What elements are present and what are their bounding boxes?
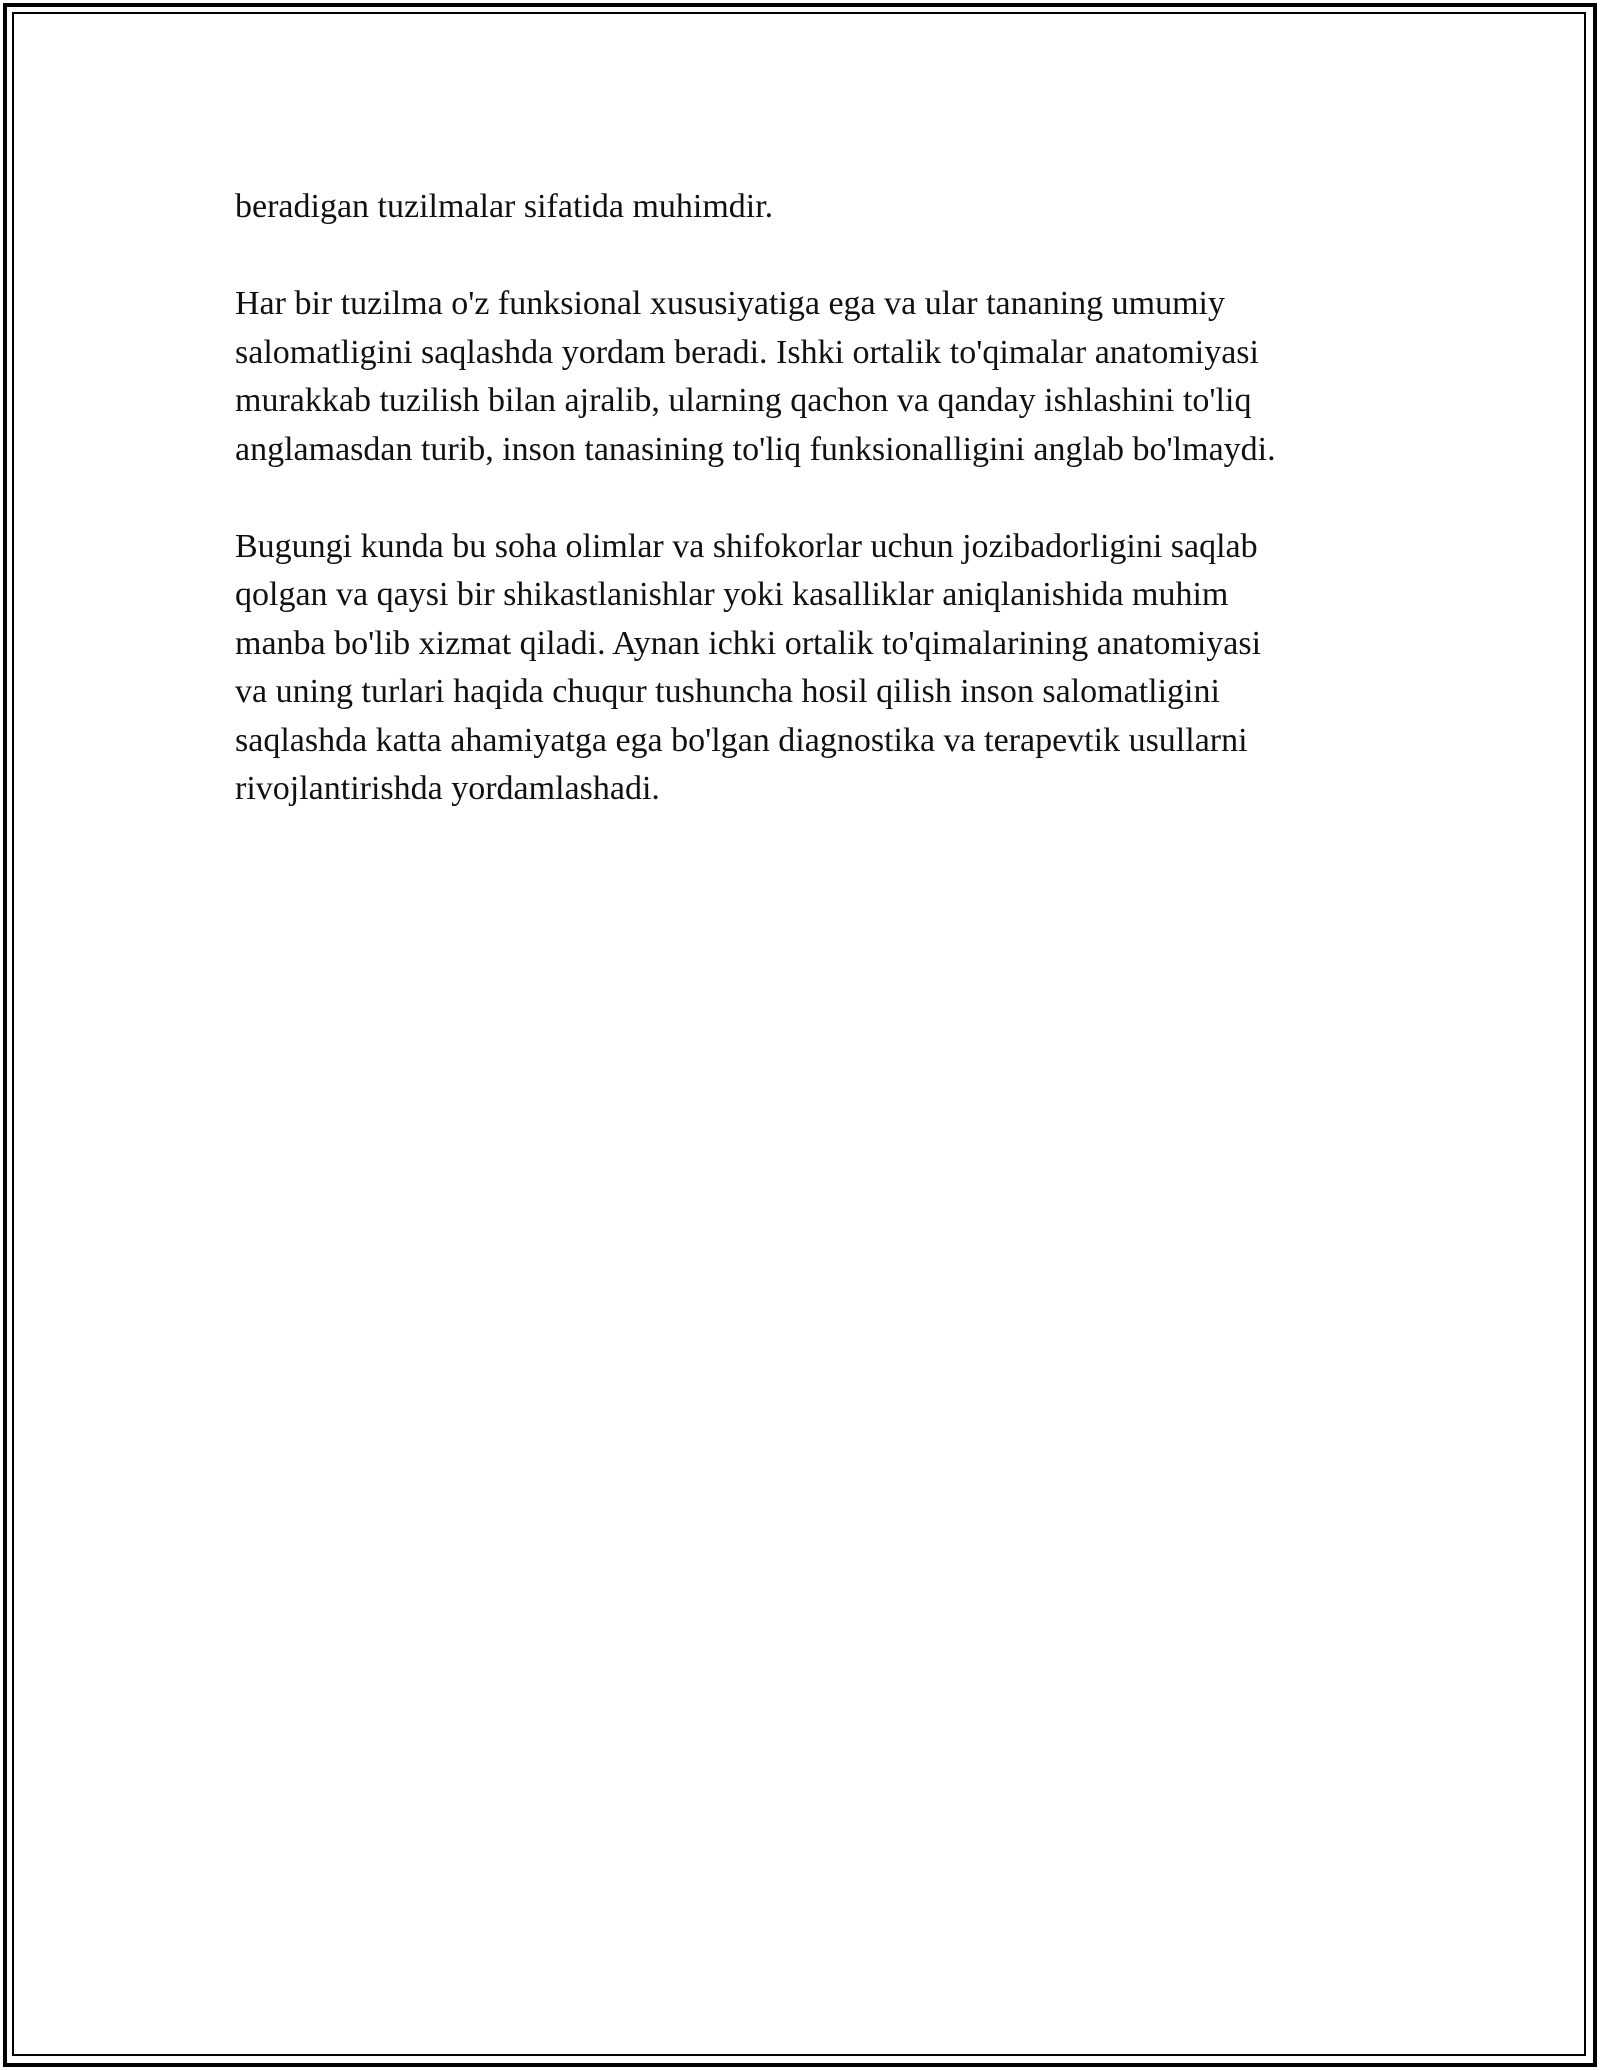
- text-line: anglamasdan turib, inson tanasining to'liq funksionalligini anglab bo'lmaydi.: [235, 430, 1276, 468]
- text-line: va uning turlari haqida chuqur tushuncha hosil qilish inson salomatligini: [235, 673, 1220, 710]
- text-line: saqlashda katta ahamiyatga ega bo'lgan diagnostika va terapevtik usullarni: [235, 721, 1248, 759]
- text-line: rivojlantirishda yordamlashadi.: [235, 770, 660, 807]
- paragraph-3: [235, 523, 1415, 814]
- text-line: salomatligini saqlashda yordam beradi. Ishki ortalik to'qimalar anatomiyasi: [235, 333, 1259, 371]
- text-line: manba bo'lib xizmat qiladi. Aynan ichki ortalik to'qimalarining anatomiyasi: [235, 624, 1262, 662]
- text-line: Bugungi kunda bu soha olimlar va shifokorlar uchun jozibadorligini saqlab: [235, 527, 1258, 565]
- document-body: [235, 183, 1415, 862]
- paragraph-2: [235, 280, 1415, 474]
- paragraph-1: [235, 183, 1415, 232]
- text-line: beradigan tuzilmalar sifatida muhimdir.: [235, 188, 774, 225]
- text-line: Har bir tuzilma o'z funksional xususiyatiga ega va ular tananing umumiy: [235, 285, 1225, 322]
- text-line: murakkab tuzilish bilan ajralib, ularning qachon va qanday ishlashini to'liq: [235, 382, 1252, 419]
- text-line: qolgan va qaysi bir shikastlanishlar yoki kasalliklar aniqlanishida muhim: [235, 576, 1229, 613]
